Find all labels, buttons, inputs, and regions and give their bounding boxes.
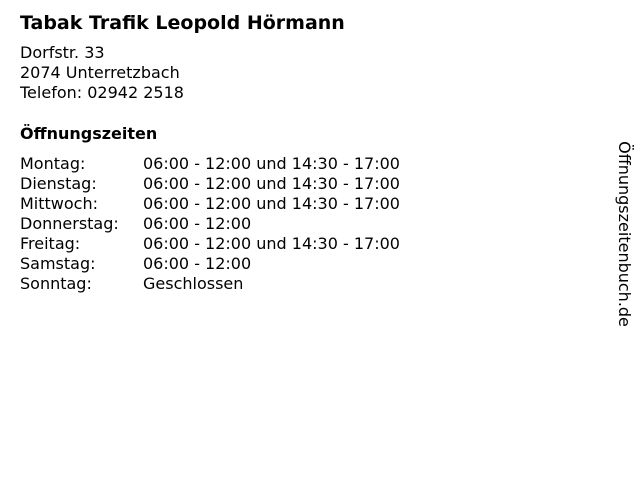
day-label: Montag: [20,154,86,173]
day-label: Freitag: [20,234,81,253]
day-hours: 06:00 - 12:00 und 14:30 - 17:00 [143,154,400,173]
shop-name: Tabak Trafik Leopold Hörmann [20,12,345,34]
day-label: Donnerstag: [20,214,119,233]
watermark-text: Öffnungszeitenbuch.de [615,141,634,327]
phone: Telefon: 02942 2518 [20,83,184,102]
hours-row-saturday [20,254,400,274]
day-label: Mittwoch: [20,194,98,213]
day-hours: 06:00 - 12:00 und 14:30 - 17:00 [143,174,400,193]
hours-row-tuesday [20,174,400,194]
day-label: Dienstag: [20,174,97,193]
day-hours: 06:00 - 12:00 und 14:30 - 17:00 [143,194,400,213]
hours-row-monday [20,154,400,174]
day-label: Samstag: [20,254,96,273]
day-hours: 06:00 - 12:00 [143,254,252,273]
hours-table [20,154,400,294]
hours-row-sunday [20,274,400,294]
street: Dorfstr. 33 [20,43,105,62]
city: 2074 Unterretzbach [20,63,180,82]
hours-row-friday [20,234,400,254]
hours-heading: Öffnungszeiten [20,124,158,143]
shop-address [20,43,184,103]
day-hours: 06:00 - 12:00 [143,214,252,233]
hours-row-thursday [20,214,400,234]
hours-row-wednesday [20,194,400,214]
day-hours: Geschlossen [143,274,244,293]
day-hours: 06:00 - 12:00 und 14:30 - 17:00 [143,234,400,253]
day-label: Sonntag: [20,274,92,293]
